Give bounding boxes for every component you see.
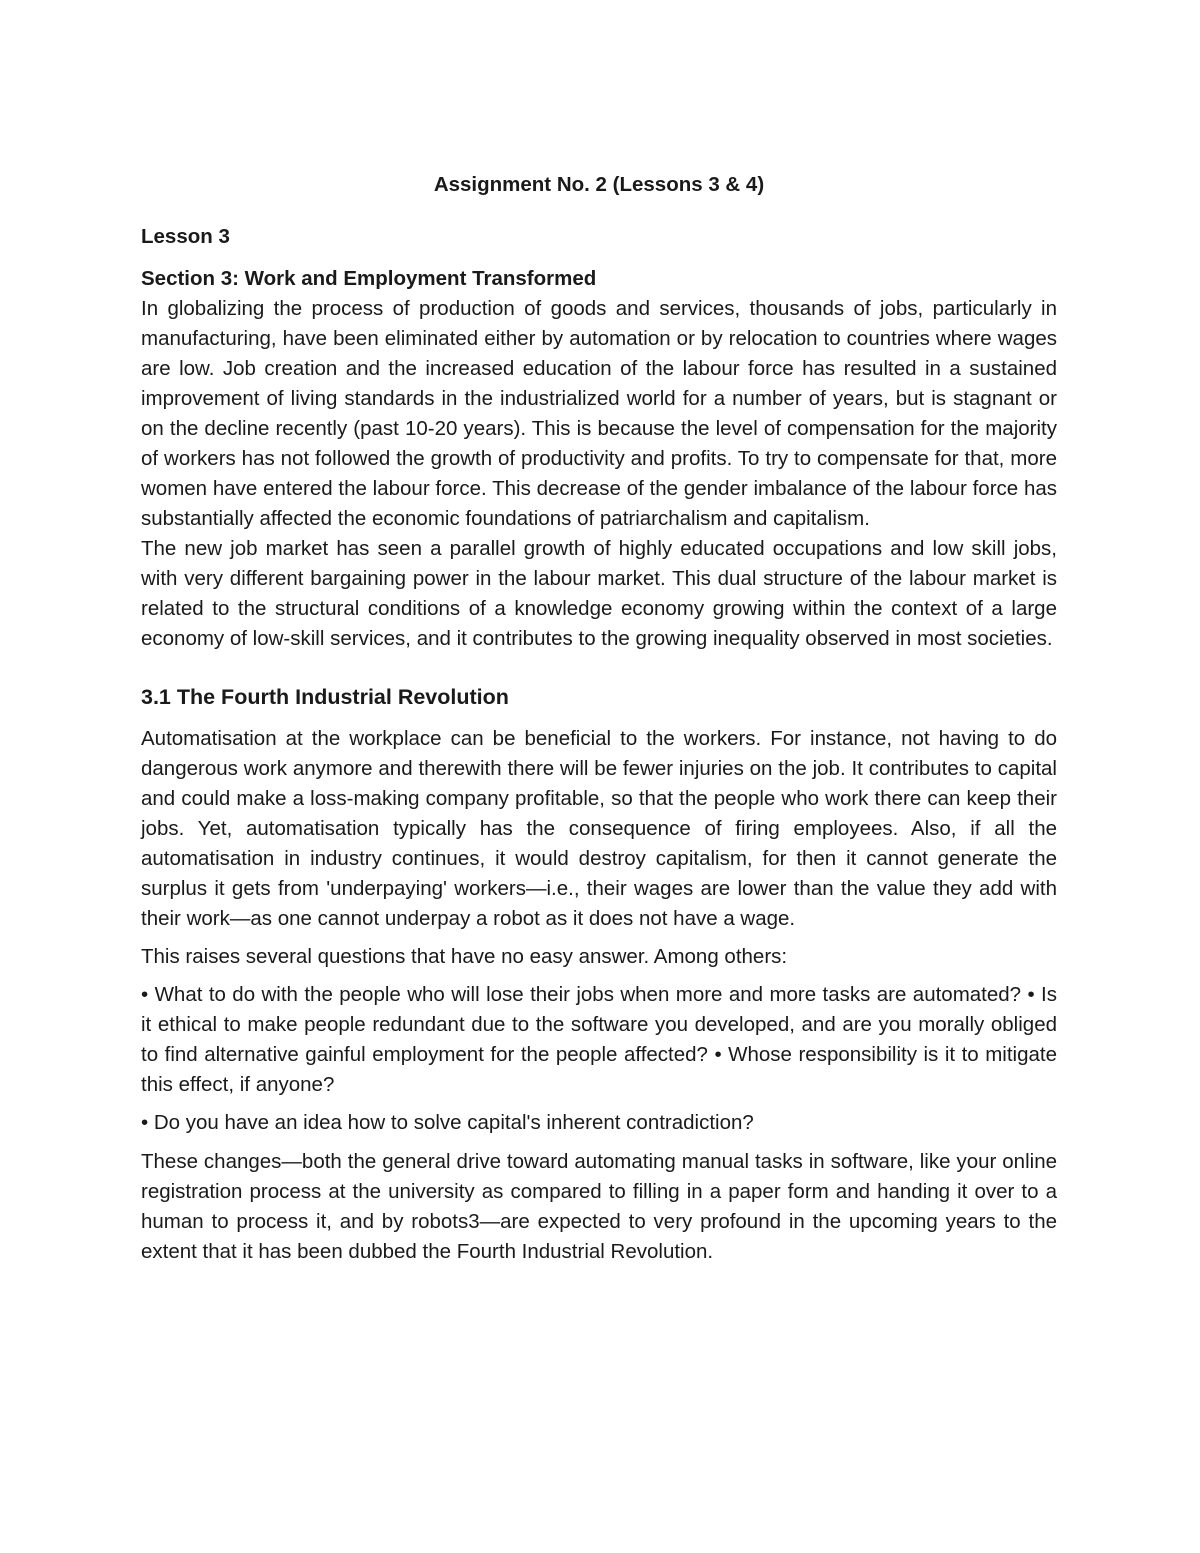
subsection-paragraph: These changes—both the general drive toward automating manual tasks in software, like your online registration process at the university as compared to filling in a paper form and handing it over to a human to process it, and by robots3—are expected to very profound in the upcoming years to the extent that it has been dubbed the Fourth Industrial Revolution. xyxy=(141,1150,1057,1263)
section-heading: Section 3: Work and Employment Transformed xyxy=(141,267,597,290)
document-page xyxy=(141,170,1057,1267)
section-paragraph: The new job market has seen a parallel growth of highly educated occupations and low skill jobs, with very different bargaining power in the labour market. This dual structure of the labour market is related to the structural conditions of a knowledge economy growing within the context of a large economy of low-skill services, and it contributes to the growing inequality observed in most societies. xyxy=(141,537,1057,650)
subsection-heading: 3.1 The Fourth Industrial Revolution xyxy=(141,685,509,709)
section-paragraph: In globalizing the process of production of goods and services, thousands of jobs, particularly in manufacturing, have been eliminated either by automation or by relocation to countries where wages are low. Job creation and the increased education of the labour force has resulted in a sustained improvement of living standards in the industrialized world for a number of years, but is stagnant or on the decline recently (past 10-20 years). This is because the level of compensation for the majority of workers has not followed the growth of productivity and profits. To try to compensate for that, more women have entered the labour force. This decrease of the gender imbalance of the labour force has substantially affected the economic foundations of patriarchalism and capitalism. xyxy=(141,297,1057,530)
subsection-paragraph: This raises several questions that have no easy answer. Among others: xyxy=(141,945,788,968)
bullet-paragraph: • What to do with the people who will lose their jobs when more and more tasks are automated? • Is it ethical to make people redundant due to the software you developed, and are you morally obliged to find alternative gainful employment for the people affected? • Whose responsibility is it to mitigate this effect, if anyone? xyxy=(141,983,1057,1096)
document-title: Assignment No. 2 (Lessons 3 & 4) xyxy=(433,173,765,196)
lesson-heading: Lesson 3 xyxy=(141,225,230,248)
bullet-paragraph: • Do you have an idea how to solve capital's inherent contradiction? xyxy=(141,1111,754,1134)
subsection-paragraph: Automatisation at the workplace can be beneficial to the workers. For instance, not having to do dangerous work anymore and therewith there will be fewer injuries on the job. It contributes to capital and could make a loss-making company profitable, so that the people who work there can keep their jobs. Yet, automatisation typically has the consequence of firing employees. Also, if all the automatisation in industry continues, it would destroy capitalism, for then it cannot generate the surplus it gets from 'underpaying' workers—i.e., their wages are lower than the value they add with their work—as one cannot underpay a robot as it does not have a wage. xyxy=(141,727,1057,930)
